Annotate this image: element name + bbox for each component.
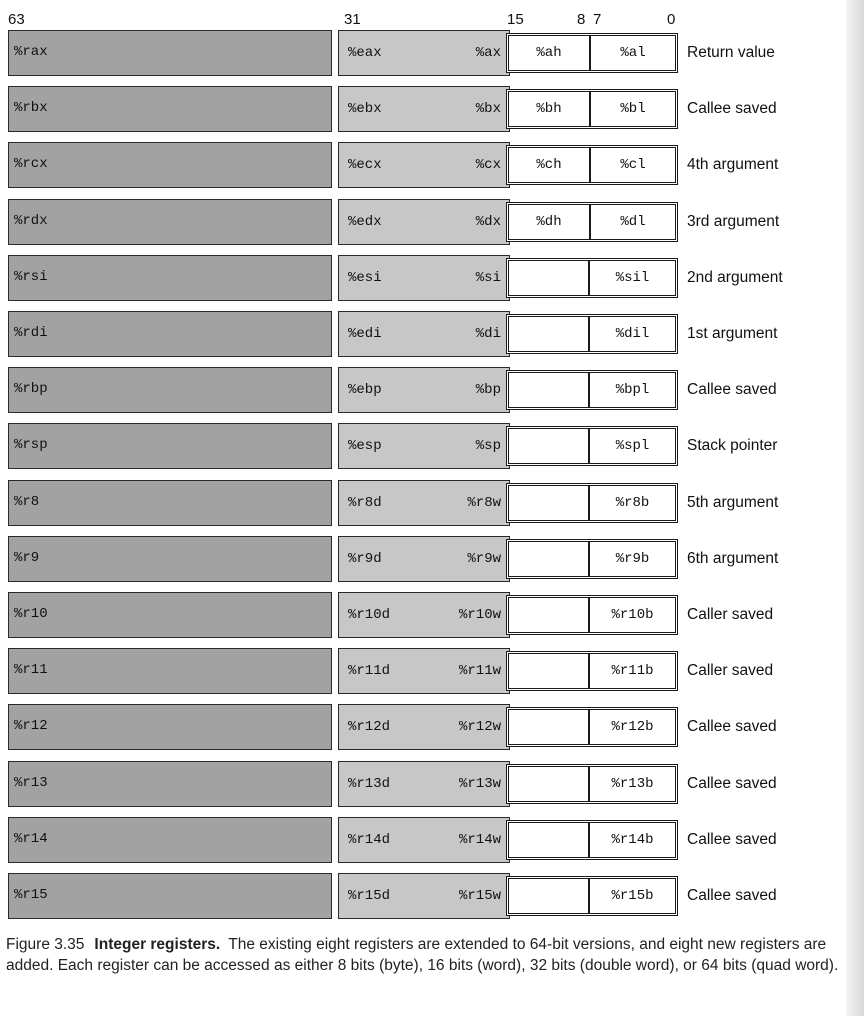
register-usage: Stack pointer — [687, 437, 778, 455]
register-usage: Callee saved — [687, 774, 777, 792]
register-64bit-box — [8, 704, 332, 750]
register-32bit-box — [338, 704, 510, 750]
register-64bit-name: %r11 — [14, 662, 48, 679]
register-usage: 2nd argument — [687, 268, 783, 286]
register-usage: 1st argument — [687, 325, 778, 342]
register-32bit-box — [338, 648, 510, 694]
register-32bit-box — [338, 873, 510, 919]
register-usage: Caller saved — [687, 662, 774, 680]
register-usage: 4th argument — [687, 156, 779, 174]
register-usage: Callee saved — [687, 381, 777, 399]
register-row — [8, 367, 777, 413]
register-64bit-box — [8, 86, 332, 132]
register-16bit-name: %r14w — [458, 831, 501, 848]
register-row — [8, 648, 774, 694]
register-64bit-box — [8, 873, 332, 919]
register-8bit-low-name: %r15b — [611, 888, 654, 904]
register-32bit-name: %r10d — [348, 607, 391, 623]
register-16bit-box — [506, 33, 678, 73]
register-32bit-box — [338, 142, 510, 188]
bit-label-7: 7 — [593, 11, 602, 28]
register-16bit-box — [506, 764, 678, 804]
register-16bit-box — [506, 820, 678, 860]
register-64bit-box — [8, 30, 332, 76]
bit-label-8: 8 — [577, 11, 586, 28]
register-16bit-box — [506, 707, 678, 747]
register-8bit-low-name: %bpl — [615, 382, 650, 399]
register-16bit-box — [506, 314, 678, 354]
register-32bit-name: %r8d — [348, 494, 382, 511]
register-8bit-high-name: %dh — [536, 213, 562, 230]
register-16bit-box — [506, 202, 678, 242]
register-64bit-box — [8, 367, 332, 413]
register-row — [8, 761, 777, 807]
register-32bit-box — [338, 311, 510, 357]
register-16bit-name: %r15w — [458, 888, 501, 904]
register-64bit-name: %rax — [14, 44, 48, 60]
register-32bit-name: %ebp — [348, 382, 382, 399]
register-32bit-name: %r13d — [348, 775, 391, 792]
register-8bit-low-name: %dil — [615, 326, 650, 342]
register-64bit-name: %r14 — [14, 830, 48, 847]
register-32bit-box — [338, 761, 510, 807]
register-64bit-box — [8, 536, 332, 582]
register-usage: Callee saved — [687, 718, 777, 736]
register-8bit-high-name: %ch — [536, 157, 562, 174]
register-8bit-low-name: %spl — [615, 438, 650, 455]
register-32bit-name: %eax — [348, 45, 382, 61]
register-64bit-box — [8, 423, 332, 469]
register-16bit-name: %di — [475, 326, 501, 342]
register-64bit-name: %r13 — [14, 774, 48, 791]
register-usage: Caller saved — [687, 606, 774, 623]
register-usage: 3rd argument — [687, 212, 780, 230]
register-16bit-name: %r11w — [458, 663, 501, 680]
register-64bit-name: %rsi — [14, 268, 48, 285]
register-16bit-name: %si — [475, 269, 501, 286]
register-32bit-box — [338, 480, 510, 526]
register-64bit-name: %r10 — [14, 606, 48, 622]
register-32bit-box — [338, 817, 510, 863]
bit-label-63: 63 — [8, 11, 25, 28]
register-row — [8, 199, 780, 245]
register-16bit-box — [506, 145, 678, 185]
register-32bit-name: %esi — [348, 269, 382, 286]
register-64bit-box — [8, 255, 332, 301]
register-64bit-box — [8, 142, 332, 188]
register-64bit-name: %r9 — [14, 549, 40, 566]
register-usage: 5th argument — [687, 493, 779, 511]
register-64bit-box — [8, 761, 332, 807]
register-row — [8, 142, 779, 188]
register-32bit-name: %r11d — [348, 663, 391, 680]
register-32bit-name: %edi — [348, 326, 382, 342]
register-16bit-box — [506, 258, 678, 298]
register-64bit-name: %rbp — [14, 381, 48, 398]
register-16bit-name: %r10w — [458, 607, 501, 623]
register-8bit-high-name: %ah — [536, 45, 562, 61]
register-row — [8, 480, 779, 526]
register-32bit-box — [338, 255, 510, 301]
bit-label-15: 15 — [507, 11, 524, 28]
register-32bit-name: %ecx — [348, 157, 382, 174]
register-16bit-name: %dx — [475, 213, 501, 230]
register-8bit-low-name: %r13b — [611, 775, 654, 792]
register-16bit-box — [506, 426, 678, 466]
register-8bit-low-name: %r11b — [611, 663, 654, 680]
register-usage: 6th argument — [687, 549, 779, 567]
register-8bit-low-name: %sil — [615, 269, 650, 286]
register-usage: Return value — [687, 44, 775, 61]
register-32bit-name: %r12d — [348, 719, 391, 736]
register-32bit-name: %esp — [348, 438, 382, 455]
register-usage: Callee saved — [687, 830, 777, 848]
register-16bit-box — [506, 483, 678, 523]
register-64bit-box — [8, 480, 332, 526]
figure-number: Figure 3.35 — [6, 936, 85, 953]
register-16bit-name: %r9w — [467, 550, 501, 567]
register-row — [8, 423, 778, 469]
register-64bit-name: %rbx — [14, 100, 48, 117]
register-16bit-box — [506, 876, 678, 916]
register-16bit-name: %bp — [475, 382, 501, 399]
register-8bit-low-name: %r12b — [611, 719, 654, 736]
register-32bit-name: %r14d — [348, 831, 391, 848]
register-32bit-box — [338, 30, 510, 76]
register-16bit-box — [506, 651, 678, 691]
register-64bit-name: %r12 — [14, 718, 48, 735]
register-16bit-box — [506, 89, 678, 129]
register-64bit-name: %rdx — [14, 212, 48, 229]
register-64bit-name: %rdi — [14, 325, 48, 341]
register-8bit-low-name: %r14b — [611, 831, 654, 848]
register-16bit-name: %r8w — [467, 494, 501, 511]
bit-label-31: 31 — [344, 11, 361, 28]
figure-title: Integer registers. — [94, 936, 221, 953]
bit-label-0: 0 — [667, 11, 676, 28]
register-32bit-name: %r9d — [348, 550, 382, 567]
register-64bit-name: %r15 — [14, 887, 48, 903]
register-16bit-name: %r13w — [458, 775, 501, 792]
register-32bit-name: %ebx — [348, 101, 382, 118]
register-32bit-name: %r15d — [348, 888, 391, 904]
register-row — [8, 255, 783, 301]
register-row — [8, 817, 777, 863]
register-usage: Callee saved — [687, 887, 777, 904]
register-32bit-box — [338, 367, 510, 413]
register-16bit-name: %bx — [475, 101, 501, 118]
register-64bit-name: %r8 — [14, 493, 40, 510]
register-16bit-box — [506, 370, 678, 410]
register-64bit-name: %rsp — [14, 437, 48, 454]
figure-text: The existing eight registers are extended to 64-bit versions, and eight new registers are added. Each register can be accessed as either 8 bits (byte), 16 bits (word), 32 bits (double word), or 64 bits (quad word). — [6, 936, 839, 974]
register-16bit-name: %r12w — [458, 719, 501, 736]
register-row — [8, 592, 774, 638]
register-16bit-name: %ax — [475, 45, 501, 61]
register-64bit-name: %rcx — [14, 156, 48, 173]
register-8bit-low-name: %r9b — [615, 550, 650, 567]
register-32bit-box — [338, 423, 510, 469]
register-row — [8, 704, 777, 750]
register-row — [8, 536, 779, 582]
register-64bit-box — [8, 311, 332, 357]
register-usage: Callee saved — [687, 100, 777, 118]
register-8bit-low-name: %dl — [620, 213, 646, 230]
register-64bit-box — [8, 817, 332, 863]
register-64bit-box — [8, 648, 332, 694]
register-16bit-box — [506, 539, 678, 579]
register-16bit-box — [506, 595, 678, 635]
register-32bit-name: %edx — [348, 213, 382, 230]
register-32bit-box — [338, 592, 510, 638]
register-row — [8, 30, 775, 76]
register-32bit-box — [338, 86, 510, 132]
register-row — [8, 86, 777, 132]
register-16bit-name: %sp — [475, 438, 501, 455]
register-8bit-low-name: %r8b — [615, 494, 650, 511]
figure-caption — [6, 934, 858, 976]
register-8bit-low-name: %bl — [620, 101, 646, 118]
register-row — [8, 873, 777, 919]
register-8bit-low-name: %al — [620, 45, 646, 61]
register-8bit-low-name: %r10b — [611, 607, 654, 623]
register-64bit-box — [8, 592, 332, 638]
register-row — [8, 311, 778, 357]
register-32bit-box — [338, 536, 510, 582]
register-8bit-high-name: %bh — [536, 101, 562, 118]
register-32bit-box — [338, 199, 510, 245]
register-8bit-low-name: %cl — [620, 157, 646, 174]
register-64bit-box — [8, 199, 332, 245]
register-16bit-name: %cx — [475, 157, 501, 174]
